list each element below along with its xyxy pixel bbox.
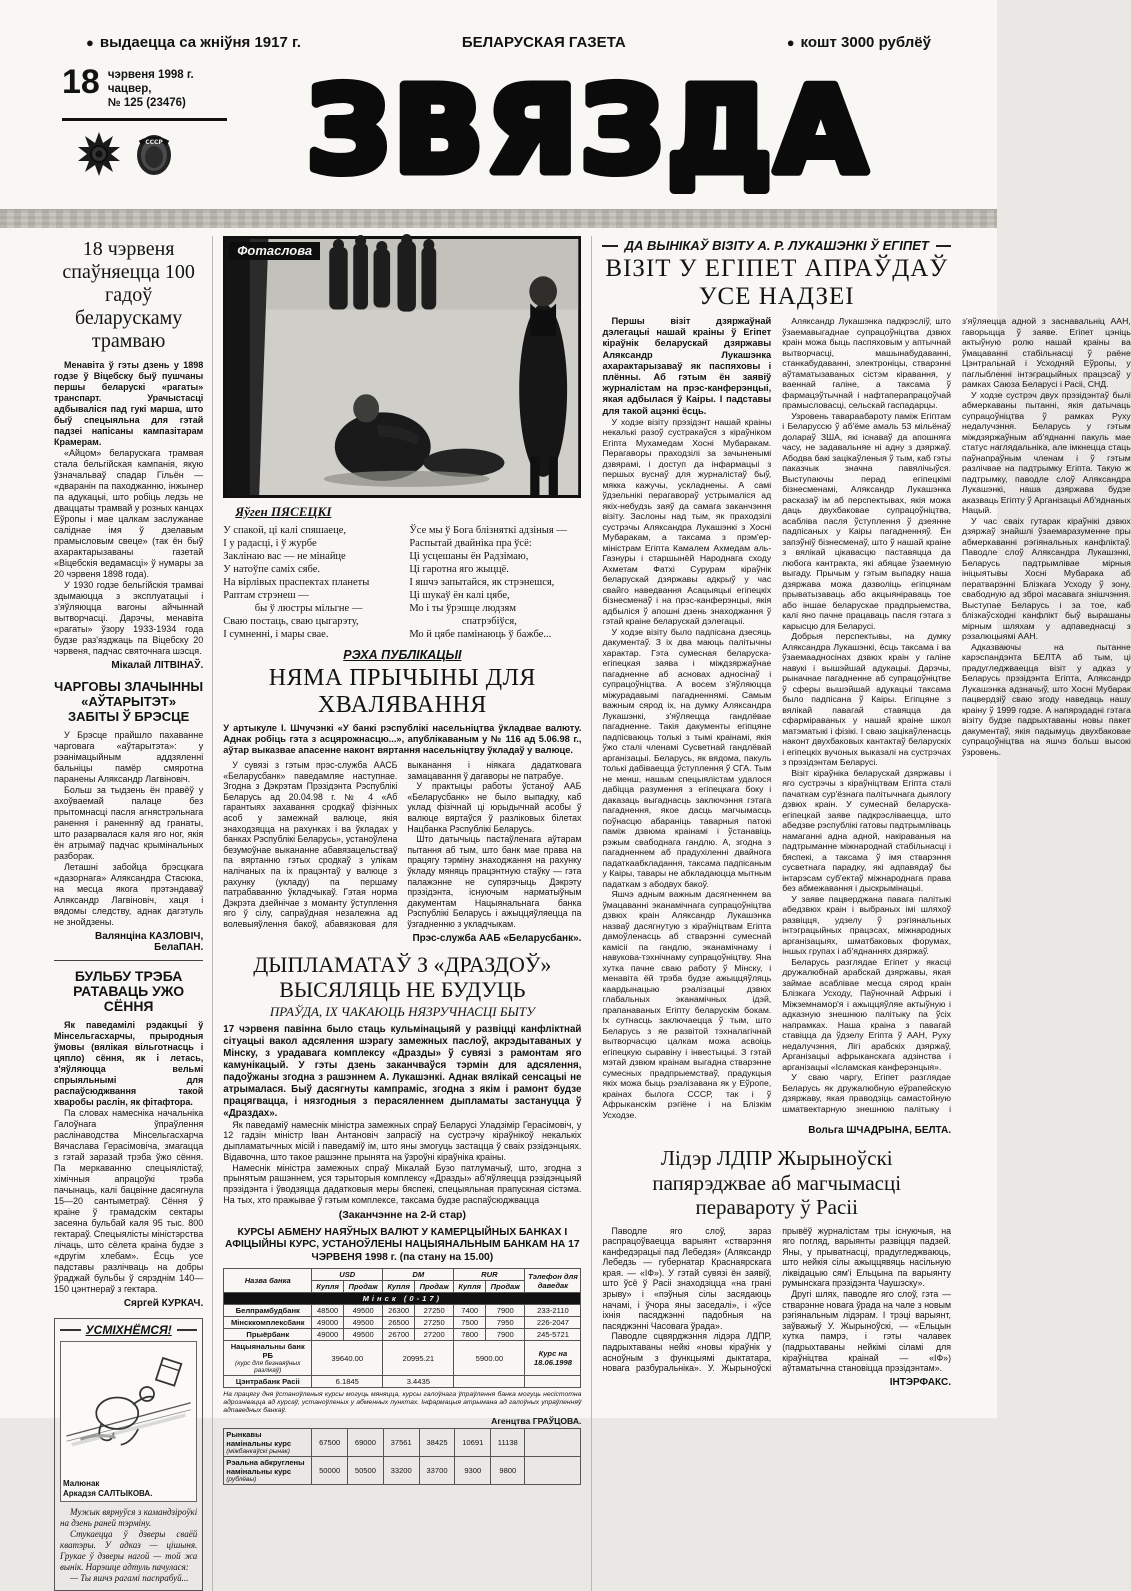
usd-sell: 69000 xyxy=(348,1429,384,1457)
left-column xyxy=(54,236,212,1591)
echo-kicker: РЭХА ПУБЛІКАЦЫІ xyxy=(343,648,462,662)
issue-number: № 125 (23476) xyxy=(107,97,186,109)
drozdy-article-subtitle: ПРАЎДА, ІХ ЧАКАЮЦЬ НЯЗРУЧНАСЦІ БЫТУ xyxy=(269,1003,535,1019)
paragraph: У ходзе сустрэч двух прэзідэнтаў былі абмеркаваны пытанні, якія датычаць супрацоўніцтва ў рамках Руху недалучэння. Беларусь у гэтым міждзяржаўным аб'яднанні пакуль мае статус наглядальніка, але імкнецца стаць паўнапраўным членам і ў гэтым разлічвае на падтрымку Егіпта. Такую ж падтрымку, паводле слоў Аляксандра Лукашэнкі, наша дзяржава будзе аказваць Егіпту ў Арганізацыі Аб'яднаных Нацый. xyxy=(962,389,1131,515)
bank-name: Белпрамбудбанк xyxy=(224,1305,312,1317)
nb-name: Нацыянальны банк РБ xyxy=(230,1342,305,1361)
paragraph: У практыцы работы ўстаноў ААБ «Беларусбанк» не было выпадку, каб уклад фізічнай ці юрыдычнай асобы ў валюце вяртаўся ў разліковых білетах Нацбанка Рэспублікі Беларусь. xyxy=(407,781,582,834)
bank-name xyxy=(224,1341,312,1376)
date-block xyxy=(62,65,232,177)
echo-article-title: НЯМА ПРЫЧЫНЫ ДЛЯ ХВАЛЯВАННЯ xyxy=(268,665,536,718)
national-bank-row xyxy=(224,1341,581,1376)
rur-sell: 7950 xyxy=(486,1317,525,1329)
paragraph: У 1930 годзе бельгійскія трамваі здымаюцца з эксплуатацыі і з'яўляюцца вагоны айчыннай вытворчасці. Дарэчы, менавіта «рагаты» ўзору 1933-1934 года будзе раз'язджаць па Віцебску 20 чэрвеня, падчас святочнага шэсця. xyxy=(54,580,204,656)
empty-cell xyxy=(525,1457,581,1485)
top-notes-row xyxy=(0,0,997,51)
echo-article-lead: У артыкуле І. Шчучэнкі «У банкі рэспублікі насельніцтва ўкладвае валюту. Аднак робіць гэта з асцярожнасцю...», апублікаваным у № 116 ад 5.06.98 г., аўтар выказвае апасенне наконт вяртання насельніцтву ўкладаў у валюце. xyxy=(223,723,582,755)
col-usd: USD xyxy=(312,1269,383,1281)
dm-buy: 26500 xyxy=(383,1317,415,1329)
usd-sell-head: Продаж xyxy=(343,1281,382,1293)
egypt-article-title: ВІЗІТ У ЕГІПЕТ АПРАЎДАЎ УСЕ НАДЗЕІ xyxy=(605,255,949,310)
paragraph: Добрыя перспектывы, на думку Аляксандра Лукашэнкі, ёсць таксама і ва ўзаемаадносінах дзвюх краін у галіне навукі і вышэйшай адукацыі. Дарэчы, рыначнае пагадненне аб супрацоўніцтве ў сферы вышэйшай адукацыі таксама было падпісана ў Каіры. Егіпцяне з вялікай павагай ставяцца да сфарміраваных у нашай краіне школ матэматыкі і фізікі. І сваю зацікаўленасць наконт двухбаковых кантактаў беларускіх і егіпецкіх вучоных выказалі на сустрэчах з прэзідэнтам Беларусі. xyxy=(782,631,951,767)
tram-article-title: 18 чэрвеня спаўняецца 100 гадоў беларускаму трамваю xyxy=(62,238,195,352)
paragraph: Больш за тыдзень ён правёў у ахоўваемай палаце без прытомнасці пасля агнястрэльнага ранення і раненняў ад гранаты, што разарвалася каля яго ног, якія ён атрымаў падчас крымінальных разборак. xyxy=(54,785,204,861)
row-label xyxy=(224,1457,312,1485)
cartoon-caption-line1: Малюнак xyxy=(63,1479,100,1488)
dm-sell-head: Продаж xyxy=(415,1281,454,1293)
masthead xyxy=(0,51,997,209)
bank-name: Прыёрбанк xyxy=(224,1329,312,1341)
tram-byline: Мікалай ЛІТВІНАЎ. xyxy=(111,660,204,671)
usd-sell: 49500 xyxy=(343,1317,382,1329)
rule-right xyxy=(177,1329,198,1331)
table-row xyxy=(224,1457,581,1485)
brest-byline-agency: БелаПАН. xyxy=(154,942,204,953)
medals xyxy=(78,131,232,177)
bank-name: Цэнтрабанк Расіі xyxy=(224,1376,312,1388)
rur-buy: 10691 xyxy=(455,1429,491,1457)
nb-note: (курс для безнаяўных разлікаў) xyxy=(235,1360,301,1375)
paragraph: Другі шлях, паводле яго слоў, гэта — стварэнне новага ўрада на чале з новым рэгіянальным лідэрам. І трэці варыянт, заўважыў У. Жырыноўскі, — «Ельцын хутка памрэ, і гэты чалавек (падрыхтаваны нейкімі сіламі для кіраўніцтва краінай — «ІФ») аўтаматычна становіцца прэзідэнтам». xyxy=(782,1289,951,1374)
rur-buy: 7500 xyxy=(454,1317,486,1329)
table-row xyxy=(224,1429,581,1457)
joke-text xyxy=(60,1507,197,1584)
issue-month-year: чэрвеня 1998 г. xyxy=(107,69,194,81)
usd-sell: 49500 xyxy=(343,1329,382,1341)
poem-left-stanza: У спакой, ці калі спяшаеце, І у радасці, і ў журбе Заклінаю вас — не мінайце У натоўпе саміх сябе. На вірлівых праспектах планеты Раптам стрэнеш — бы ў люстры мільгне — Сваю постаць, сваю цыгарэту, І сумненні, і мары свае. xyxy=(223,525,370,640)
price-note-text: кошт 3000 рублёў xyxy=(800,34,931,51)
cartoon-image xyxy=(63,1344,194,1472)
dm-sell: 27250 xyxy=(415,1317,454,1329)
nb-rur: 5900.00 xyxy=(454,1341,525,1376)
rates-table-title: КУРСЫ АБМЕНУ НАЯЎНЫХ ВАЛЮТ У КАМЕРЦЫЙНЫХ БАНКАХ І АФІЦЫЙНЫ КУРС, УСТАНОЎЛЕНЫ НАЦЫЯНАЛЬНЫМ БАНКАМ НА 17 ЧЭРВЕНЯ 1998 г. (па стану на 15.00) xyxy=(225,1226,580,1263)
paragraph: У Брэсце прайшло пахаванне чарговага «аўтарытэта»: у рэанімацыйным аддзяленні бальніцы памёр смяротна паранены Аляксандр Лагвіновіч. xyxy=(54,730,204,784)
nb-dm: 20995.21 xyxy=(383,1341,454,1376)
ldpr-article-title: Лідэр ЛДПР Жырыноўскі папярэджвае аб магчымасці перавароту ў Расіі xyxy=(652,1146,902,1219)
paragraph: Яшчэ адным важным дасягненнем ва ўмацаванні эканамічнага супрацоўніцтва дзвюх краін Аляксандр Лукашэнка назваў дасягнутую з кіраўніцтвам Егіпта дамоўленасць аб стварэнні сумеснай камісіі па гандлю, эканамічнаму і навукова-тэхнічнаму супрацоўніцтву. Яна хутка пачне сваю работу ў Мінску, і менавіта ёй трэба будзе ажыццяўляць каардынацыю рэалізацыі дзвюх глабальных эканамічных ідэй, прапанаваных Егіпту беларускім бокам. Іх сутнасць заключаецца ў тым, што Беларусь з яе развітой тэхналагічнай вытворчасцю цалкам можа асвоіць егіпецкую сыравіну і інвестыцыі. З гэтай мэтай дзвюм краінам выгадна стварэнне сумесных прадпрыемстваў, прадукцыя якіх можа быць рэалізавана як у Еўропе, краінах былога СССР, так і ў Афрыканскім рэгіёне і на Блізкім Усходзе. xyxy=(602,889,772,1120)
cartoon-frame xyxy=(60,1341,197,1502)
issue-day: 18 xyxy=(62,63,100,101)
dm-buy: 37561 xyxy=(383,1429,419,1457)
rates-header-row xyxy=(224,1269,581,1281)
rur-buy: 9300 xyxy=(455,1457,491,1485)
paragraph: Беларусь разглядае Егіпет у якасці дружалюбнай арабскай дзяржавы, якая займае асаблівае месца сярод краін Блізкага Усходу, Паўночнай Афрыкі і Міжземнамор'я і ажыццяўляе актыўную і адказную знешнюю палітыку па ўсіх напрамках. Наша краіна з павагай ставіцца да ўдзелу Егіпта ў ААН, Руху недалучэння, Лігі арабскіх дзяржаў, Арганізацыі афрыканскага адзінства і арганізацыі «Ісламская канферэнцыя». xyxy=(782,956,951,1072)
cb-rur-empty xyxy=(454,1376,525,1388)
center-column xyxy=(212,236,592,1591)
rates-agency: Агенцтва ГРАЎЦОВА. xyxy=(491,1416,582,1427)
usd-buy: 49000 xyxy=(312,1317,344,1329)
ornament-band xyxy=(0,209,997,228)
dm-sell: 27250 xyxy=(415,1305,454,1317)
usd-sell: 50500 xyxy=(348,1457,384,1485)
continuation-note: (Заканчэнне на 2-й стар) xyxy=(338,1208,466,1221)
central-bank-row xyxy=(224,1376,581,1388)
poem-right-stanza: Ўсе мы ў Бога блізняткі адзіныя — Распытай двайніка пра ўсё: Ці усцешаны ён Радзімаю, Ці гаротна яго жыццё. І яшчэ запытайся, як стрэнешся, Ці шукаў ён калі цябе, Мо і ты ўрэшце людзям спатрэбіўся, Мо й цябе памінаюць ў бажбе... xyxy=(409,525,567,640)
date-rule xyxy=(62,118,227,121)
mini-note: (міжбанкаўскі рынак) xyxy=(226,1448,290,1456)
rates-footnote: На працягу дня ўстаноўленыя курсы могуць мяняцца, курсы галоўнага ўпраўлення банка могуць несістотна адрознівацца ад курсаў, устаноўленых у абменных пунктах. Інфармацыя атрымана ад галоўных упраўленняў адпаведных банкаў. xyxy=(223,1391,582,1415)
street-photo-image xyxy=(226,239,578,495)
paragraph: Паводле сцвярджэння лідэра ЛДПР, падрыхтаваны нейкі «новы кіраўнік у асноўным з функцыямі дыктатара, новага разбуральніка». У. Жырыноўскі прывёў журналістам тры існуючыя, на яго погляд, варыянты развіцця падзей. Яны, у прыватнасці, прадугледжваюць, што нейкія сілы ажыццявяць насільную ліквідацыю сям'і Ельцына па варыянту румынскага прэзідэнта Чаушэску». xyxy=(602,1225,951,1374)
paragraph: У сувязі з гэтым прэс-служба ААСБ «Беларусбанк» паведамляе наступнае. Згодна з Дэкрэтам Прэзідэнта Рэспублікі Беларусь ад 20.04.98 г. № 4 «Аб гарантыях захавання сродкаў фізічных асоб у замежнай валюце, якія знаходзяцца на рахунках і ва ўкладах у банках Рэспублікі Беларусь», устаноўлена безумоўнае выкананне абавязацельстваў па вяртанню гэтых сродкаў з улікам налічаных па іх працэнтаў у валюце з рахунку (укладу) па першаму патрабаванню ўкладчыкаў. Гэтая норма Дэкрэта дзейнічае з моманту ўступлення яго ў сілу, сапраўдная незалежна ад волевыяўлення бакоў, абавязковая для выканання і ніякага дадатковага замацавання ў дагаворы не патрабуе. xyxy=(223,760,582,929)
mini-name: Рынкавы намінальны курс xyxy=(226,1430,292,1449)
paragraph: У заяве пацверджана павага палітыкі абедзвюх краін і выбраных імі шляхоў развіцця, удзелу ў рэгіянальных інтэграцыйных працэсах, міжнародных арганізацыях, шматбаковых форумах, іншых групах і аб'яднаннях дзяржаў. xyxy=(782,893,951,956)
paragraph: Узровень тавараабароту паміж Егіптам і Беларуссю ў аб'ёме амаль 53 мільёнаў долараў ЗША, які існаваў да апошняга часу, не задавальняе ні адну з дзяржаў. Абодва бакі зацікаўленыя ў тым, каб гэты паказчык значна павялічыўся. Выступаючы перад егіпецкімі бізнесменамі, Аляксандр Лукашэнка расказаў ім аб перспектывах, якія можа даць двухбаковае супрацоўніцтва, асабліва пасля ўступлення ў дзеянне падпісаных у Каіры пагадненняў. Ён запэўніў бізнесменаў, што ў нашай краіне з вялікай цікавасцю паставяцца да любога кантракта, які абяцае ўзаемную выгаду. Прычым у гэтым выпадку наша дзяржава можа дазволіць егіпцянам прыватызаваць або акцыяніраваць тое або іншае беларускае прадпрыемства, калі яно пачне працаваць пасля гэтага з карысцю для Беларусі. xyxy=(782,410,951,631)
rur-buy-head: Купля xyxy=(454,1281,486,1293)
cb-phone-empty xyxy=(525,1376,581,1388)
cartoon-caption xyxy=(63,1479,194,1499)
brest-byline xyxy=(54,931,203,953)
usd-sell: 49500 xyxy=(343,1305,382,1317)
drozdy-article-body xyxy=(223,1120,581,1206)
cb-usd: 6.1845 xyxy=(312,1376,383,1388)
paragraph: Што датычыць пастаўленага аўтарам пытання аб тым, што банк мае права на працягу тэрміну знаходжання на рахунку ўкладу мяняць працэнтную стаўку — гэта палажэнне не супярэчыць Дэкрэту прэзідэнта, існуючым нарматыўным дакументам Нацыянальнага банка Рэспублікі Беларусь і ажыццяўляецца па ўзгадненню з укладчыкам. xyxy=(407,834,582,929)
founded-note-text: выдаецца са жніўня 1917 г. xyxy=(99,34,301,51)
col-bank: Назва банка xyxy=(224,1269,312,1293)
tram-article-lead: Менавіта ў гэты дзень у 1898 годзе ў Віцебску быў пушчаны першы беларускі «рагаты» транспарт. Урачыстасці адбываліся пад гукі марша, што быў спецыяльна для гэтай падзеі напісаны кампазітарам Крамерам. xyxy=(54,360,204,447)
row-label xyxy=(224,1429,312,1457)
paragraph: У ходзе візіту прэзідэнт нашай краіны некалькі разоў сустракаўся з кіраўніком Егіпта Мухамедам Хосні Мубаракам. Перагаворы праходзілі за зачыненымі дзвярамі, і доступ да інфармацыі з першых вуснаў для журналістаў быў, мякка кажучы, ускладнены. А самі ўдзельнікі перагавораў устрымаліся ад якіх-небудзь заяў да самага заканчэння візіту. Заслоны над тым, як праходзілі сустрэчы Аляксандра Лукашэнкі з Хосні Мубаракам, а таксама з прэм'ер-міністрам Егіпта Камалем Ахмедам аль-Газнуры і старшынёй Народнага сходу Ахметам Фатхі Сурурам кіраўнік беларускай дзяржавы адкрыў у час свайго наведвання Асацыяцыі егіпецкіх бізнесменаў і на прэс-канферэнцыі, якія адбыліся ў апошні дзень знаходжання ў гэтай краіне беларускай дэлегацыі. xyxy=(602,416,772,627)
mini-note: (рублёвы) xyxy=(226,1476,257,1484)
poem-author: Яўген ПЯСЕЦКІ xyxy=(235,504,332,519)
table-row xyxy=(224,1329,581,1341)
paragraph: Аляксандр Лукашэнка падкрэсліў, што ўзаемавыгаднае супрацоўніцтва дзвюх краін можа быць паспяховым у аптычнай вытворчасці, машынабудаванні, станкабудаванні, электроніцы, стварэнні аўтаматызаваных сістэм кіравання, у ваеннай галіне, а таксама ў фармацэўтычнай і нафтаперапрацоўчай прамысловасці, сельскай гаспадарцы. xyxy=(782,316,951,410)
ussr-order-medal-icon xyxy=(134,131,174,177)
paragraph: У час сваіх гутарак кіраўнікі дзвюх дзяржаў знайшлі ўзаемаразуменне пры абмеркаванні рэгіянальных канфліктаў. Паводле слоў Аляксандра Лукашэнкі, Беларусь падтрымлівае мірныя ініцыятывы Хосні Мубарака аб ператварэнні Блізкага Усходу ў зону, свабодную ад зброі масавага знішчэння. Выступае Беларусь і за тое, каб блізкаўсходні канфлікт быў вырашаны мірным шляхам у адпаведнасці з рэзалюцыямі ААН. xyxy=(962,515,1131,641)
humor-box xyxy=(54,1318,203,1591)
usd-buy: 48500 xyxy=(312,1305,344,1317)
paragraph: У ходзе візіту было падпісана дзесяць дакументаў. З іх два маюць палітычны характар. Гэта сумесная беларуска-егіпецкая заява і міждзяржаўнае пагадненне аб асновах адносінаў і супрацоўніцтва. А восем з'яўляюцца міжурадавымі пагадненнямі. Самым важным сярод іх, на думку Аляксандра Лукашэнкі, з'яўляецца гандлёвае пагадненне. Такія дакументы егіпцяне падпісваюць толькі з тымі краінамі, якія ўжо сталі членамі Сусветнай гандлёвай арганізацыі. Беларусь, як вядома, пакуль толькі дабіваецца ўступлення ў СГА. Тым не менш, нашым спецыялістам удалося дабіцца разумення з егіпецкага боку і даказаць выгаднасць заключэння гэтага пагаднення, якое дасць магчымасць поўнасцю абараніць таварныя патокі паміж дзвюма краінамі і ўстанавіць рэжым свабоднага гандлю. А, згодна з пагадненнем аб прадухіленні двайнога падаткаабкладання, таксама падпісаным у Каіры, тавары не абкладаюцца мытным падаткам з абодвух бакоў. xyxy=(602,626,772,889)
city-band-row xyxy=(224,1293,581,1305)
egypt-article-body xyxy=(602,316,1131,1122)
empty-cell xyxy=(525,1429,581,1457)
cartoon-caption-line2: Аркадзя САЛТЫКОВА. xyxy=(63,1489,153,1498)
paragraph: Візіт кіраўніка беларускай дзяржавы і яго сустрэчы з кіраўніцтвам Егіпта сталі пачаткам сур'ёзнага палітычнага дыялогу дзвюх краін. У сумеснай беларуска-егіпецкай заяве падкрэсліваецца, што абедзве рэспублікі гатовы падтрымліваць намаганні адна адной, накіраваныя на падтрыманне міжнароднай стабільнасці і бяспекі, а таксама ў імя стварэння сусветнага парадку, які адпавядаў бы інтарэсам суб'ектаў міжнароднага права без абмежавання і дыскрымінацыі. xyxy=(782,767,951,893)
bullet-icon: ● xyxy=(786,35,795,50)
bank-name: Мінсккомплексбанк xyxy=(224,1317,312,1329)
dm-buy: 33200 xyxy=(383,1457,419,1485)
nominal-rates-table xyxy=(223,1428,581,1485)
echo-article-body xyxy=(223,760,581,930)
brest-article-body xyxy=(54,730,203,928)
paragraph: «Айцом» беларускага трамвая стала бельгійская кампанія, якую ўзначальваў спадар Гільён — «дваранін па паходжанню, інжынер па адукацыі, што робіць ледзь не дваццаты трамвай у розных канцах Еўропы і мае цалкам заслужанае саліднае імя ў дзелавым прамысловым свеце» (так ён быў ахарактарызаваны газетай «Віцебскія ведамасці» ў нумары за 20 чэрвеня 1898 года). xyxy=(54,448,204,579)
rur-sell: 9800 xyxy=(491,1457,525,1485)
rur-sell: 7900 xyxy=(486,1305,525,1317)
ldpr-byline: ІНТЭРФАКС. xyxy=(889,1376,951,1388)
potato-article-title: БУЛЬБУ ТРЭБА РАТАВАЦЬ УЖО СЁННЯ xyxy=(73,968,185,1014)
table-row xyxy=(224,1317,581,1329)
dm-buy: 26300 xyxy=(383,1305,415,1317)
rur-buy: 7800 xyxy=(454,1329,486,1341)
paragraph: Адказваючы на пытанне карэспандэнта БЕЛТА аб тым, ці прадугледжваецца візіт у адказ у Беларусь прэзідэнта Егіпта, Аляксандр Лукашэнка адзначыў, што Хосні Мубарак пацвердзіў сваю згоду наведаць нашу краіну ў 1999 годзе. А напярэдадні гэтага візіту будзе падрыхтаваны новы пакет дакументаў, якія падымуць двухбаковае супрацоўніцтва на яшчэ больш высокі ўзровень. xyxy=(962,641,1131,757)
usd-buy: 67500 xyxy=(312,1429,348,1457)
dm-sell: 38425 xyxy=(419,1429,455,1457)
phone: 233-2110 xyxy=(525,1305,581,1317)
rule-left xyxy=(60,1329,81,1331)
bullet-icon: ● xyxy=(86,35,94,50)
table-row xyxy=(224,1305,581,1317)
potato-article-body xyxy=(54,1108,203,1295)
egypt-article-lead: Першы візіт дзяржаўнай дэлегацыі нашай краіны ў Егіпет кіраўнік беларускай дзяржавы Аляксандр Лукашэнка ахарактарызаваў як паспяховы і плённы. Аб гэтым ён заявіў журналістам на прэс-канферэнцыі, якая адбылася ў Каіры. І падставы для такой ацэнкі ёсць. xyxy=(602,316,772,416)
col-dm: DM xyxy=(383,1269,454,1281)
phone: 226-2047 xyxy=(525,1317,581,1329)
phone: 245-5721 xyxy=(525,1329,581,1341)
mini-name: Рэальна абкруглены намінальны курс xyxy=(226,1458,305,1477)
rule-left xyxy=(602,245,617,247)
paragraph: Паводле яго слоў, зараз распрацоўваецца варыянт «стварэння канфедэрацыі пад Лебедзя» (Аляксандр Лебедзь — губернатар Краснаярскага края. — «ІФ»). У гэтай сувязі ён заявіў, што ўсё ў Расіі знаходзіцца «на грані зрыву» і «пэўныя сілы засядаюць начамі, і ўчора яны заседалі», і «ўсе іхнія пасяджэнні падобныя на пасяджэнні Часовага ўрада». xyxy=(602,1225,772,1331)
cb-dm: 3.4435 xyxy=(383,1376,454,1388)
svg-text:СССР: СССР xyxy=(145,139,163,146)
nb-usd: 39640.00 xyxy=(312,1341,383,1376)
issue-weekday: чацвер, xyxy=(107,83,152,95)
col-rur: RUR xyxy=(454,1269,525,1281)
order-star-medal-icon xyxy=(78,131,120,177)
paragraph: Намеснік міністра замежных спраў Мікалай Бузо патлумачыў, што, згодна з прынятым рашэннем, уся тэрыторыя комплексу «Дразды» аб'яўляецца рэзідэнцыяй прэзідэнта і ўводзяцца дадатковыя меры бяспекі, спецыяльная прапускная сістэма. На тых, хто пражывае ў гэтым комплексе, таксама будзе распаўсюджвацца xyxy=(223,1162,582,1206)
paragraph: Мужык вярнуўся з камандзіроўкі на дзень раней тэрміну. xyxy=(60,1507,198,1528)
dm-buy: 26700 xyxy=(383,1329,415,1341)
usd-buy: 49000 xyxy=(312,1329,344,1341)
newspaper-subtitle: БЕЛАРУСКАЯ ГАЗЕТА xyxy=(461,34,626,51)
paragraph: Па словах намесніка начальніка Галоўнага ўпраўлення раслінаводства Мінсельгасхарча Вячаслава Герасімовіча, змагацца з гэтай заразай трэба ўжо сёння. Па меркаванню спецыялістаў, хімічныя апрацоўкі трэба пачынаць, калі бацвінне дасягнула 15—20 сантыметраў. Сёння ў краіне ў грамадскім сектары засеяна бульбай каля 95 тыс. 800 гектараў. Спецыялісты міністэрства лічаць, што сёлета краіна будзе з «другім хлебам». Ёсць усе падставы разлічваць на добры ўраджай бульбы ў сярэднім 140—150 цэнтнераў з гектара. xyxy=(54,1108,204,1294)
drozdy-article-lead: 17 чэрвеня павінна было стаць кульмінацыяй у развіцці канфліктнай сітуацыі вакол адсялення шэрагу замежных паслоў, акрэдытаваных у Мінску, з урадавага комплексу «Дразды» ў сувязі з рамонтам яго камунікацый. У гэты дзень заканчваўся тэрмін для адсялення, падоўжаны згодна з рашэннем А. Лукашэнкі. Аднак вялікай сенсацыі не атрымалася. Быў дасягнуты кампраміс, згодна з якім і рамонт будзе працягвацца, і нязгодныя з перасяленнем дыпламаты застануцца ў «Драздах». xyxy=(223,1023,582,1119)
issue-date-lines xyxy=(108,65,194,110)
paragraph: Стукаецца ў дзверы сваёй кватэры. У адказ — цішыня. Грукае ў дзверы нагой — той жа вынік. Нарэшце адтуль пачулася: xyxy=(60,1529,198,1572)
rur-sell: 11138 xyxy=(491,1429,525,1457)
egypt-paragraphs xyxy=(602,316,1130,1122)
tram-article-body xyxy=(54,448,203,657)
photo-label: Фотаслова xyxy=(229,242,320,260)
humor-box-title: УСМІХНЁМСЯ! xyxy=(85,1323,172,1337)
echo-byline: Прэс-служба ААБ «Беларусбанк». xyxy=(412,932,582,944)
usd-buy-head: Купля xyxy=(312,1281,344,1293)
drozdy-article-title: ДЫПЛАМАТАЎ З «ДРАЗДОЎ» ВЫСЯЛЯЦЬ НЕ БУДУЦЬ xyxy=(253,951,552,1002)
dm-buy-head: Купля xyxy=(383,1281,415,1293)
humor-box-title-row xyxy=(60,1323,197,1337)
masthead-title-text: ЗВЯЗДА xyxy=(306,61,870,199)
paragraph: Леташні забойца брэсцкага «дазорнага» Аляксандра Стасюка, на месца якога прэтэндаваў Аляксандр Лагвіновіч, хаця і вядомы следству, аднак дагэтуль не знойдзены. xyxy=(54,862,204,927)
city-band: Мінск (0-17) xyxy=(224,1293,581,1305)
egypt-byline: Вольга ШЧАДРЫНА, БЕЛТА. xyxy=(808,1125,951,1136)
street-photo xyxy=(223,236,581,498)
potato-byline: Сяргей КУРКАЧ. xyxy=(123,1298,204,1309)
ldpr-article-body xyxy=(602,1226,951,1374)
masthead-logo xyxy=(232,47,944,207)
egypt-kicker-row xyxy=(602,238,951,253)
rur-buy: 7400 xyxy=(454,1305,486,1317)
potato-article-lead: Як паведамілі рэдакцыі ў Мінсельгасхарчы, прыродныя ўмовы (вялікая вільготнасць і цяпло) сёння, як і летась, з'яўляюцца вельмі спрыяльнымі для распаўсюджвання такой хваробы раслін, як фітафтора. xyxy=(54,1020,204,1107)
dm-sell: 33700 xyxy=(419,1457,455,1485)
exchange-rates-table xyxy=(223,1268,581,1388)
right-column xyxy=(592,236,1131,1591)
brest-article-title: ЧАРГОВЫ ЗЛАЧЫННЫ «АЎТАРЫТЭТ» ЗАБІТЫ Ў БРЭСЦЕ xyxy=(54,679,204,724)
paragraph: У сваю чаргу, Егіпет разглядае Беларусь як дружалюбную еўрапейскую дзяржаву, якая праводзіць самастойную шматвектарную знешнюю палітыку і з'яўляецца адной з заснавальніц ААН, гаворыцца ў заяве. Егіпет цэніць актыўную ролю нашай краіны ва ўмацаванні стабільнасці ў раёне Цэнтральнай і Усходняй Еўропы, у паглыбленні інтэграцыйных працэсаў у рамках Саюза Беларусі і Расіі, СНД. xyxy=(782,316,1131,1114)
dm-sell: 27200 xyxy=(415,1329,454,1341)
col-phone: Тэлефон для даведак xyxy=(525,1269,581,1293)
usd-buy: 50000 xyxy=(312,1457,348,1485)
nb-date-note: Курс на 18.06.1998 xyxy=(525,1341,581,1376)
rur-sell-head: Продаж xyxy=(486,1281,525,1293)
egypt-kicker: ДА ВЫНІКАЎ ВІЗІТУ А. Р. ЛУКАШЭНКІ Ў ЕГІПЕТ xyxy=(624,238,929,253)
brest-byline-name: Валянціна КАЗЛОВІЧ, xyxy=(94,931,204,942)
paragraph: Як паведаміў намеснік міністра замежных спраў Беларусі Уладзімір Герасімовіч, у 12 гадзін міністр Іван Антановіч запрасіў на сустрэчу кіраўнікоў некалькіх дыпламатычных місій і паведаміў ім, што яны змогуць застацца ў сваіх рэзідэнцыях. Відавочна, што такое рашэнне прынята на ўзроўні кіраўніка краіны. xyxy=(223,1119,582,1162)
rule-right xyxy=(936,245,951,247)
main-columns xyxy=(0,228,1131,1591)
rur-sell: 7900 xyxy=(486,1329,525,1341)
paragraph: — Ты яшчэ рагамі паспрабуй... xyxy=(70,1573,189,1583)
section-rule xyxy=(54,960,203,961)
poem xyxy=(223,524,581,641)
